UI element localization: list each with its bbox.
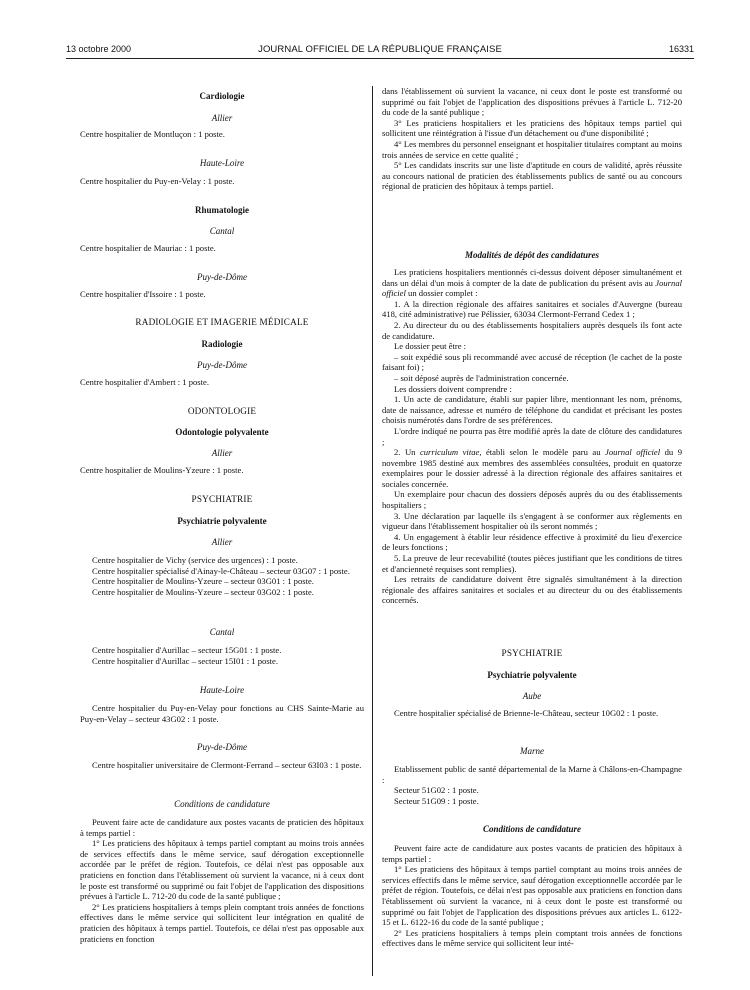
dept-allier: Allier xyxy=(211,537,233,547)
text: du 9 novembre 1985 destiné aux membres des assemblées consultées, produit en quatorze exemplaires pour le dossier adressé à la direction régionale des affaires sanitaires et sociales concernée. xyxy=(382,447,682,489)
dept-haute-loire: Haute-Loire xyxy=(199,158,245,168)
entry: Centre hospitalier du Puy-en-Velay : 1 poste. xyxy=(80,176,235,186)
paragraph xyxy=(382,267,682,299)
heading-psychiatrie-polyvalente: Psychiatrie polyvalente xyxy=(177,516,267,526)
paragraph: 2° Les praticiens hospitaliers à temps plein comptant trois années de fonctions effectives dans le même service qui sollicitent leur inté- xyxy=(382,927,682,949)
heading-radiologie: Radiologie xyxy=(201,339,243,349)
dept-cantal: Cantal xyxy=(209,627,235,637)
entry: Etablissement public de santé départemental de la Marne à Châlons-en-Champagne : xyxy=(382,764,682,785)
entry: Secteur 51G02 : 1 poste. xyxy=(394,785,479,796)
header-rule xyxy=(66,58,694,59)
heading-rhumatologie: Rhumatologie xyxy=(195,205,249,215)
paragraph: – soit expédié sous pli recommandé avec accusé de réception (le cachet de la poste faisant foi) ; xyxy=(382,351,682,373)
entry-group xyxy=(80,555,364,597)
paragraph: 4. Un engagement à établir leur résidence effective à proximité du lieu d'exercice de leurs fonctions ; xyxy=(382,531,682,553)
header-journal-title: JOURNAL OFFICIEL DE LA RÉPUBLIQUE FRANÇAISE xyxy=(258,44,502,55)
paragraph: dans l'établissement où survient la vacance, ni ceux dont le poste est transformé ou supprimé ou fait l'objet de l'application des dispositions prévues à l'article L. 712-20 du code de la santé publique ; xyxy=(382,86,682,118)
heading-odontologie: Odontologie polyvalente xyxy=(175,427,269,437)
dept-cantal: Cantal xyxy=(209,226,235,236)
text: 2. Un xyxy=(394,447,420,458)
conditions-text xyxy=(382,843,682,949)
entry: Centre hospitalier de Moulins-Yzeure – secteur 03G01 : 1 poste. xyxy=(92,576,314,587)
dept-allier: Allier xyxy=(211,113,233,123)
entry-group xyxy=(382,764,682,806)
paragraph: Les dossiers doivent comprendre : xyxy=(394,383,512,394)
heading-cardiologie: Cardiologie xyxy=(199,91,245,101)
column-divider xyxy=(372,86,373,976)
paragraph: 3. Une déclaration par laquelle ils s'engagent à se conformer aux règlements en vigueur dans l'établissement hospitalier où ils seront nommés ; xyxy=(382,510,682,532)
paragraph: 1. Un acte de candidature, établi sur papier libre, mentionnant les nom, prénoms, date de naissance, adresse et numéro de téléphone du candidat et précisant les postes choisis numérotés dans l'ordre de ses préférences. xyxy=(382,394,682,426)
text: Journal officiel xyxy=(382,277,682,299)
dept-haute-loire: Haute-Loire xyxy=(199,685,245,695)
entry-group xyxy=(80,645,364,666)
dept-aube: Aube xyxy=(522,691,542,701)
page-header xyxy=(66,44,694,58)
conditions-continued xyxy=(382,86,682,192)
entry: Centre hospitalier de Montluçon : 1 poste. xyxy=(80,129,225,139)
text: curriculum vitae xyxy=(419,447,480,458)
paragraph: 3° Les praticiens hospitaliers et les praticiens des hôpitaux temps partiel qui sollicitent une réintégration à l'issue d'un détachement ou d'une disponibilité ; xyxy=(382,117,682,139)
paragraph xyxy=(382,447,682,489)
paragraph: Peuvent faire acte de candidature aux postes vacants de praticien des hôpitaux à temps partiel : xyxy=(382,843,682,864)
entry: Centre hospitalier spécialisé d'Ainay-le-Château – secteur 03G07 : 1 poste. xyxy=(92,565,350,576)
heading-conditions: Conditions de candidature xyxy=(174,799,270,809)
paragraph: Un exemplaire pour chacun des dossiers déposés auprès du ou des établissements hospitaliers ; xyxy=(382,489,682,511)
dept-puy-de-dome: Puy-de-Dôme xyxy=(197,360,247,370)
heading-conditions: Conditions de candidature xyxy=(482,824,581,834)
paragraph: – soit déposé auprès de l'administration concernée. xyxy=(394,372,569,383)
entry-group xyxy=(80,760,364,771)
paragraph: Les retraits de candidature doivent être signalés simultanément à la direction régionale des affaires sanitaires et sociales et au directeur du ou des établissements concernés. xyxy=(382,574,682,606)
entry: Centre hospitalier du Puy-en-Velay pour fonctions au CHS Sainte-Marie au Puy-en-Velay – secteur 43G02 : 1 poste. xyxy=(80,703,364,724)
paragraph: 5. La preuve de leur recevabilité (toutes pièces justifiant que les conditions de titres et d'ancienneté requises sont remplies). xyxy=(382,553,682,574)
dept-marne: Marne xyxy=(520,746,544,756)
entry: Centre hospitalier universitaire de Clermont-Ferrand – secteur 63I03 : 1 poste. xyxy=(92,760,362,770)
paragraph: 2. Au directeur du ou des établissements hospitaliers auprès desquels ils font acte de candidature. xyxy=(382,319,682,341)
paragraph: 5° Les candidats inscrits sur une liste d'aptitude en cours de validité, après réussite au concours national de praticien des établissements publics de santé ou au concours régional de praticien des hôpitaux à temps partiel. xyxy=(382,160,682,192)
section-odontologie: ODONTOLOGIE xyxy=(187,406,257,416)
entry: Secteur 51G09 : 1 poste. xyxy=(394,795,479,806)
depot-text xyxy=(382,267,682,606)
paragraph: Peuvent faire acte de candidature aux postes vacants de praticien des hôpitaux à temps partiel : xyxy=(80,817,364,838)
conditions-text xyxy=(80,817,364,944)
entry-group xyxy=(382,708,682,719)
paragraph: 1. A la direction régionale des affaires sanitaires et sociales d'Auvergne (bureau 418, cité administrative) rue Pélissier, 63034 Clermont-Ferrand Cedex 1 ; xyxy=(382,298,682,320)
section-psychiatrie: PSYCHIATRIE xyxy=(501,648,563,658)
entry: Centre hospitalier d'Aurillac – secteur 15I01 : 1 poste. xyxy=(92,655,279,666)
text: Les praticiens hospitaliers mentionnés ci-dessus doivent déposer simultanément et dans un délai d'un mois à compter de la date de publication du présent avis au xyxy=(382,267,682,288)
dept-allier: Allier xyxy=(211,448,233,458)
paragraph: 1° Les praticiens des hôpitaux à temps partiel comptant au moins trois années de services effectifs dans le même service, sauf dérogation exceptionnelle accordée par le préfet de région. Toutefois, ce délai n'est pas opposable aux praticiens en fonction dans l'établissement où survient la vacance, ni à ceux dont le poste est transformé ou supprimé ou fait l'objet de l'application des dispositions prévues à l'article L. 712-20 du code de la santé publique ; xyxy=(80,838,364,902)
entry-group xyxy=(80,703,364,724)
dept-puy-de-dome: Puy-de-Dôme xyxy=(197,742,247,752)
text: un dossier complet : xyxy=(405,288,478,299)
paragraph: 1° Les praticiens des hôpitaux à temps partiel comptant au moins trois années de services effectifs dans le même service, sauf dérogation exceptionnelle accordée par le préfet de région. Toutefois, ce délai n'est pas opposable aux praticiens en fonction dans l'établissement où survient la vacance, ni à ceux dont le poste est transformé ou supprimé ou fait l'objet de l'application des dispositions prévues aux articles L. 6122-15 et L. 6122-16 du code de la santé publique ; xyxy=(382,864,682,928)
paragraph: 2° Les praticiens hospitaliers à temps plein comptant trois années de fonctions effectives dans le même service qui sollicitent leur intégration en qualité de praticien des hôpitaux à temps partiel. Toutefois, ce délai n'est pas opposable aux praticiens en fonction xyxy=(80,901,364,944)
entry: Centre hospitalier de Moulins-Yzeure : 1 poste. xyxy=(80,465,244,475)
header-page-number: 16331 xyxy=(668,44,694,54)
paragraph: Le dossier peut être : xyxy=(394,341,467,352)
section-psychiatrie: PSYCHIATRIE xyxy=(191,494,253,504)
entry: Centre hospitalier d'Issoire : 1 poste. xyxy=(80,289,206,299)
entry: Centre hospitalier d'Aurillac – secteur 15G01 : 1 poste. xyxy=(92,645,282,655)
heading-psychiatrie-polyvalente: Psychiatrie polyvalente xyxy=(487,670,577,680)
paragraph: L'ordre indiqué ne pourra pas être modifié après la date de clôture des candidatures ; xyxy=(382,425,682,447)
heading-modalites-depot: Modalités de dépôt des candidatures xyxy=(465,250,599,260)
dept-puy-de-dome: Puy-de-Dôme xyxy=(197,272,247,282)
paragraph: 4° Les membres du personnel enseignant et hospitalier titulaires comptant au moins trois années de service en cette qualité ; xyxy=(382,138,682,160)
entry: Centre hospitalier spécialisé de Brienne-le-Château, secteur 10G02 : 1 poste. xyxy=(394,708,659,718)
entry: Centre hospitalier de Vichy (service des urgences) : 1 poste. xyxy=(92,555,298,565)
text: Journal officiel xyxy=(605,447,661,458)
section-radiologie: RADIOLOGIE ET IMAGERIE MÉDICALE xyxy=(135,317,309,327)
text: , établi selon le modèle paru au xyxy=(479,447,606,458)
entry: Centre hospitalier de Moulins-Yzeure – secteur 03G02 : 1 poste. xyxy=(92,586,314,597)
entry: Centre hospitalier de Mauriac : 1 poste. xyxy=(80,243,216,253)
entry: Centre hospitalier d'Ambert : 1 poste. xyxy=(80,377,209,387)
header-date: 13 octobre 2000 xyxy=(66,44,132,54)
